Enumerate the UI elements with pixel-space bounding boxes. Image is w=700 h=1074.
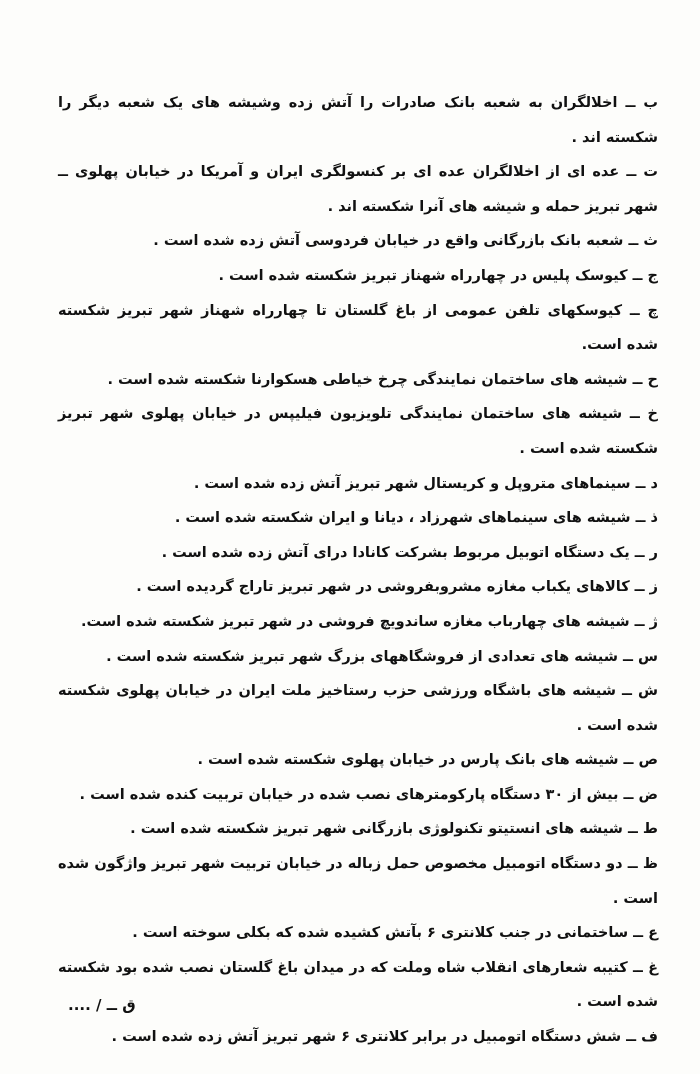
list-item: ز ــ کالاهای یکباب مغازه مشروبفروشی در شهر تبریز تاراج گردیده است . (136, 579, 658, 596)
list-item: ح ــ شیشه های ساختمان نمایندگی چرخ خیاطی هسکوارنا شکسته شده است . (107, 371, 658, 388)
list-item: خ ــ شیشه های ساختمان نمایندگی تلویزیون فیلیپس در خیابان پهلوی شهر تبریز شکسته شده است . (58, 406, 658, 457)
list-item: ط ــ شیشه های انستیتو تکنولوژی بازرگانی شهر تبریز شکسته شده است . (130, 821, 658, 838)
list-item: ر ــ یک دستگاه اتوبیل مربوط بشرکت کانادا درای آتش زده شده است . (161, 544, 658, 561)
list-item: ث ــ شعبه بانک بازرگانی واقع در خیابان فردوسی آتش زده شده است . (153, 233, 658, 250)
list-item: ج ــ کیوسک پلیس در چهارراه شهناز تبریز شکسته شده است . (218, 267, 658, 284)
list-item: س ــ شیشه های تعدادی از فروشگاههای بزرگ شهر تبریز شکسته شده است . (106, 648, 658, 665)
incident-list (58, 86, 658, 1055)
list-item: د ــ سینماهای متروپل و کریستال شهر تبریز آتش زده شده است . (193, 475, 658, 492)
list-item: ت ــ عده ای از اخلالگران عده ای بر کنسولگری ایران و آمریکا در خیابان پهلوی ــ شهر تبریز حمله و شیشه های آنرا شکسته اند . (58, 164, 658, 215)
list-item: ذ ــ شیشه های سینماهای شهرزاد ، دیانا و ایران شکسته شده است . (174, 510, 658, 527)
list-item: ب ــ اخلالگران به شعبه بانک صادرات را آتش زده وشیشه های یک شعبه دیگر را شکسته اند . (58, 95, 658, 146)
list-item: ع ــ ساختمانی در جنب کلانتری ۶ بآتش کشیده شده که بکلی سوخته است . (132, 925, 658, 942)
list-item: چ ــ کیوسکهای تلفن عمومی از باغ گلستان تا چهارراه شهناز شهر تبریز شکسته شده است. (58, 302, 658, 354)
list-item: غ ــ کتیبه شعارهای انقلاب شاه وملت که در میدان باغ گلستان نصب شده بود شکسته شده است . (58, 959, 658, 1011)
list-item: ص ــ شیشه های بانک پارس در خیابان پهلوی شکسته شده است . (197, 752, 658, 769)
list-item: ف ــ شش دستگاه اتومبیل در برابر کلانتری ۶ شهر تبریز آتش زده شده است . (111, 1029, 658, 1046)
list-item: ض ــ بیش از ۳۰ دستگاه پارکومترهای نصب شده در خیابان تربیت کنده شده است . (79, 786, 658, 803)
page-continuation-marker: ق ــ / .... (68, 996, 136, 1014)
list-item: ش ــ شیشه های باشگاه ورزشی حزب رستاخیز ملت ایران در خیابان پهلوی شکسته شده است . (58, 683, 658, 734)
list-item: ظ ــ دو دستگاه اتومبیل مخصوص حمل زباله در خیابان تربیت شهر تبریز واژگون شده است . (58, 856, 658, 907)
list-item: ژ ــ شیشه های چهارباب مغازه ساندویچ فروشی در شهر تبریز شکسته شده است. (80, 613, 658, 630)
